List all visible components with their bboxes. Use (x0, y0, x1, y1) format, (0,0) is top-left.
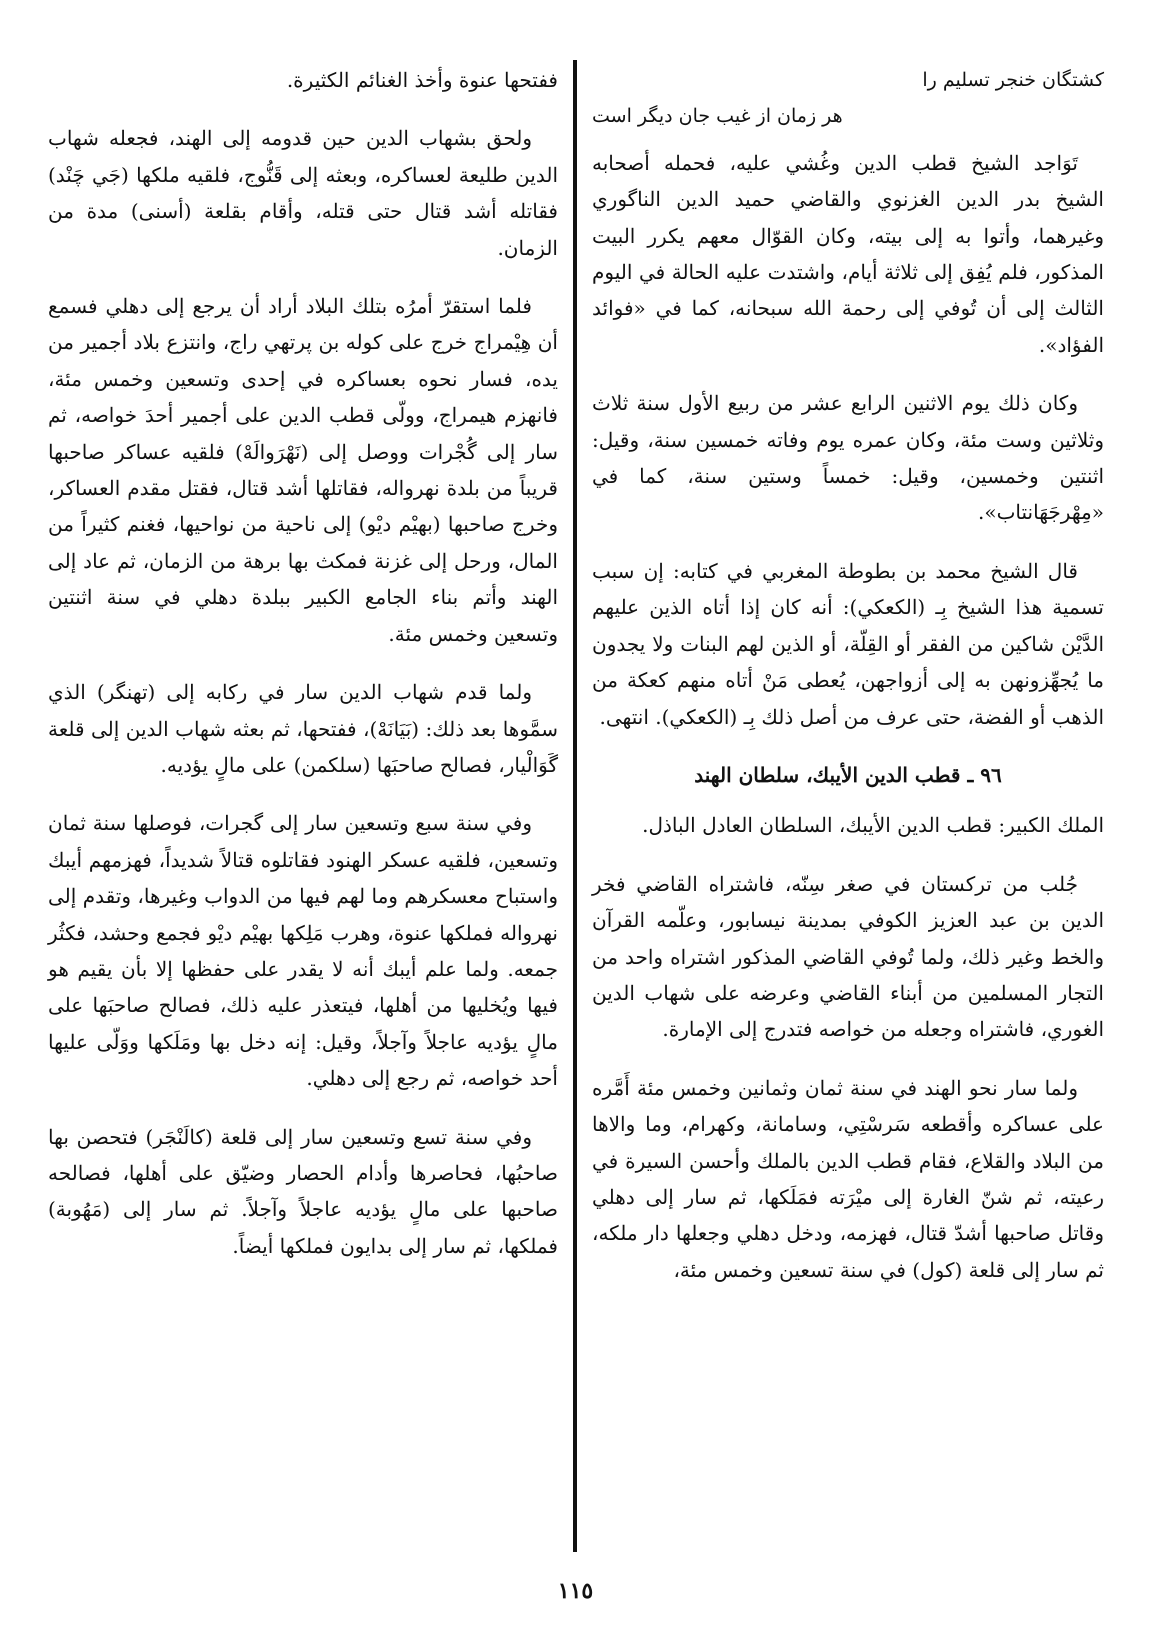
paragraph: وفي سنة تسع وتسعين سار إلى قلعة (كالَنْجَر) فتحصن بها صاحبُها، فحاصرها وأدام الحصار وضيّق على أهلها، فصالحه صاحبها على مالٍ يؤديه عاجلاً وآجلاً. ثم سار إلى (مَهُوبة) فملكها، ثم سار إلى بدايون فملكها أيضاً. (48, 1124, 559, 1258)
left-column (48, 62, 558, 1286)
column-divider (573, 60, 577, 1552)
paragraph: ولحق بشهاب الدين حين قدومه إلى الهند، فجعله شهاب الدين طليعة لعساكره، وبعثه إلى قَنُّوج، فلقيه ملكها (جَي چَنْد) فقاتله أشد قتال حتى قتله، وأقام بقلعة (أسنى) مدة من الزمان. (48, 126, 558, 260)
paragraph: قال الشيخ محمد بن بطوطة المغربي في كتابه: إن سبب تسمية هذا الشيخ بِـ (الكعكي): أنه كان إذا أتاه الذين عليهم الدَّيْن شاكين من الفقر أو القِلّة، أو الذين لهم البنات ولا يجدون ما يُجهِّزونهن به إلى أزواجهن، يُعطى مَنْ أتاه منهم كعكة من الذهب أو الفضة، حتى عرف من أصل ذلك بِـ (الكعكي). انتهى. (592, 558, 1104, 729)
right-column (592, 62, 1104, 1310)
paragraph: جُلب من تركستان في صغر سِنّه، فاشتراه القاضي فخر الدين بن عبد العزيز الكوفي بمدينة نيسابور، وعلّمه القرآن والخط وغير ذلك، ولما تُوفي القاضي المذكور اشتراه واحد من التجار المسلمين من أبناء القاضي وعرضه على شهاب الدين الغوري، فاشتراه وجعله من خواصه فتدرج إلى الإمارة. (592, 871, 1104, 1042)
paragraph: تَوَاجد الشيخ قطب الدين وغُشي عليه، فحمله أصحابه الشيخ بدر الدين الغزنوي والقاضي حميد الدين الناگوري وغيرهما، وأتوا به إلى بيته، وكان القوّال معهم يكرر البيت المذكور، فلم يُفِق إلى ثلاثة أيام، واشتدت عليه الحالة في اليوم الثالث إلى أن تُوفي إلى رحمة الله سبحانه، كما في «فوائد الفؤاد». (592, 150, 1104, 357)
paragraph: ولما سار نحو الهند في سنة ثمان وثمانين وخمس مئة أَمَّره على عساكره وأقطعه سَرسْتِي، وسامانة، وكهرام، وما والاها من البلاد والقلاع، فقام قطب الدين بالملك وأحسن السيرة في رعيته، ثم شنّ الغارة إلى ميْرَته فمَلَكها، ثم سار إلى دهلي وقاتل صاحبها أشدّ قتال، فهزمه، ودخل دهلي وجعلها دار ملكه، ثم سار إلى قلعة (كول) في سنة تسعين وخمس مئة، (592, 1075, 1105, 1282)
persian-verse (592, 62, 1104, 135)
paragraph: الملك الكبير: قطب الدين الأيبك، السلطان العادل الباذل. (642, 813, 1104, 838)
verse-line-2: هر زمان از غيب جان ديگر است (592, 105, 843, 128)
paragraph: فلما استقرّ أمرُه بتلك البلاد أراد أن يرجع إلى دهلي فسمع أن هِيْمراج خرج على كوله بن پرتهي راج، وانتزع بلاد أجمير من يده، فسار نحوه بعساكره في إحدى وتسعين وخمس مئة، فانهزم هيمراج، وولّى قطب الدين على أجمير أحدَ خواصه، ثم سار إلى گُجْرات ووصل إلى (نَهْرَوالَهْ) فلقيه عساكر صاحبها قريباً من بلدة نهرواله، فقاتلها أشد قتال، فقتل مقدم العساكر، وخرج صاحبها (بهيْم ديْو) إلى ناحية من نواحيها، فغنم كثيراً من المال، ورحل إلى غزنة فمكث بها برهة من الزمان، ثم عاد إلى الهند وأتم بناء الجامع الكبير ببلدة دهلي في سنة اثنتين وتسعين وخمس مئة. (48, 294, 559, 646)
section-heading: ٩٦ ـ قطب الدين الأيبك، سلطان الهند (694, 762, 1002, 787)
paragraph: ولما قدم شهاب الدين سار في ركابه إلى (تهنگر) الذي سمَّوها بعد ذلك: (بَيَانَهْ)، ففتحها، ثم بعثه شهاب الدين إلى قلعة گَوَالْيار، فصالح صاحبَها (سلكمن) على مالٍ يؤديه. (48, 680, 558, 777)
paragraph: وكان ذلك يوم الاثنين الرابع عشر من ربيع الأول سنة ثلاث وثلاثين وست مئة، وكان عمره يوم وفاته خمسين سنة، وقيل: اثنتين وخمسين، وقيل: خمساً وستين سنة، كما في «مِهْرجَهَانتاب». (592, 391, 1104, 525)
paragraph: ففتحها عنوة وأخذ الغنائم الكثيرة. (286, 68, 558, 92)
verse-line-1: كشتگان خنجر تسليم را (922, 69, 1104, 91)
page-number: ١١٥ (557, 1578, 594, 1604)
paragraph: وفي سنة سبع وتسعين سار إلى گجرات، فوصلها سنة ثمان وتسعين، فلقيه عسكر الهنود فقاتلوه قتالاً شديداً، فهزمهم أيبك واستباح معسكرهم وما لهم فيها من الدواب وغيرها، وتقدم إلى نهرواله فملكها عنوة، وهرب مَلِكها بهيْم ديْو فجمع وحشد، فكثُر جمعه. ولما علم أيبك أنه لا يقدر على حفظها إلا بأن يقيم هو فيها ويُخليها من أهلها، فيتعذر عليه ذلك، فصالح صاحبَها على مالٍ يؤديه عاجلاً وآجلاً، وقيل: إنه دخل بها ومَلَكها ووَلّى عليها أحد خواصه، ثم رجع إلى دهلي. (48, 811, 558, 1091)
